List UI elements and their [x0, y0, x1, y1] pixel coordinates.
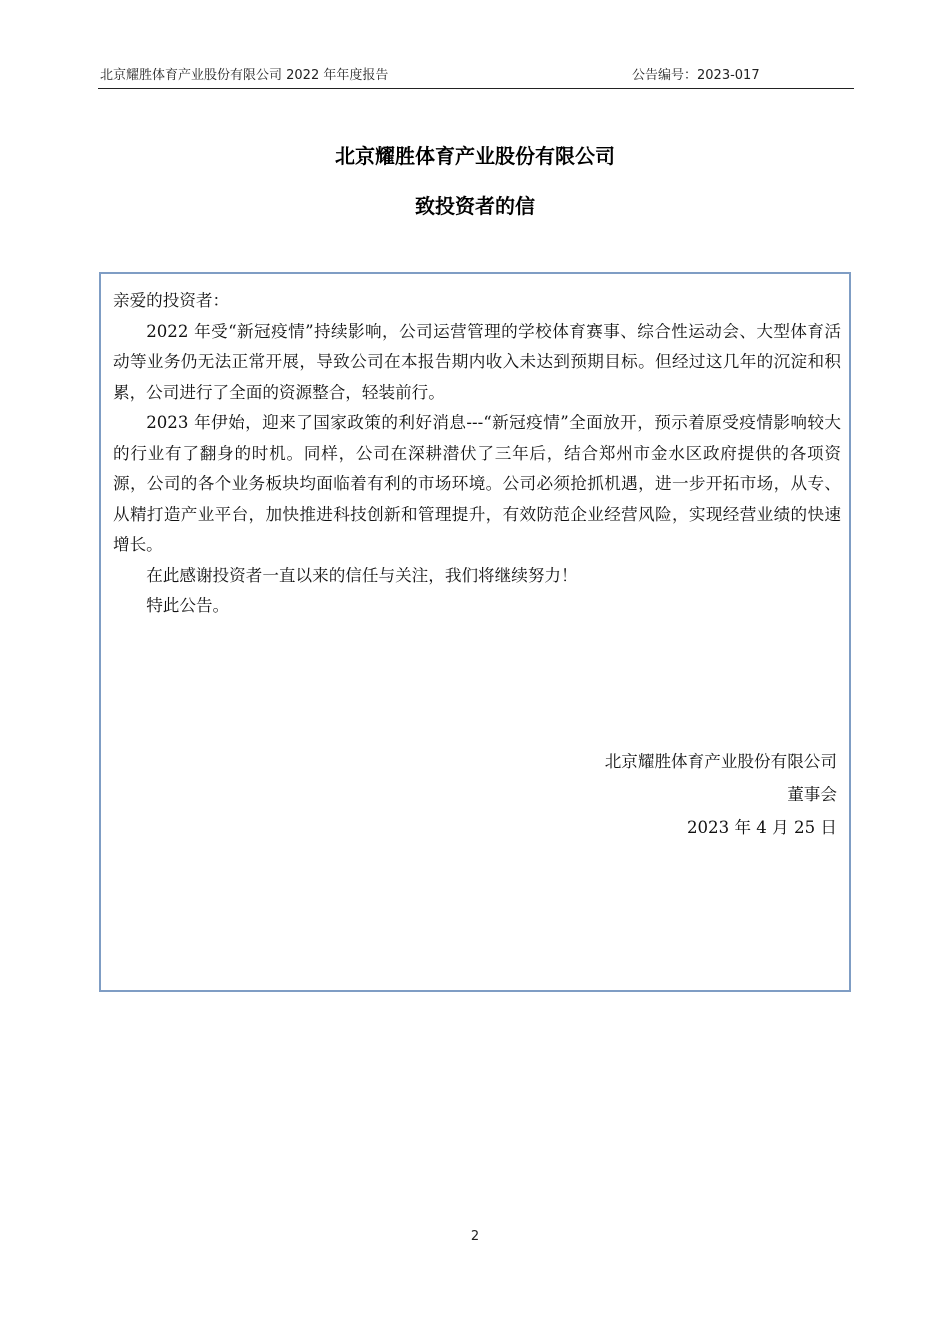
signature-board: 董事会 [787, 785, 837, 804]
letter-body [113, 286, 841, 622]
company-title: 北京耀胜体育产业股份有限公司 [335, 144, 615, 168]
report-title-header: 北京耀胜体育产业股份有限公司 2022 年年度报告 [100, 68, 389, 83]
paragraph-1: 2022 年受“新冠疫情”持续影响，公司运营管理的学校体育赛事、综合性运动会、大型体育活动等业务仍无法正常开展，导致公司在本报告期内收入未达到预期目标。但经过这几年的沉淀和积累，公司进行了全面的资源整合，轻装前行。 [113, 321, 841, 402]
letter-title: 致投资者的信 [415, 194, 535, 218]
salutation: 亲爱的投资者： [113, 291, 230, 310]
paragraph-2: 2023 年伊始，迎来了国家政策的利好消息---“新冠疫情”全面放开，预示着原受疫情影响较大的行业有了翻身的时机。同样，公司在深耕潜伏了三年后，结合郑州市金水区政府提供的各项资源，公司的各个业务板块均面临着有利的市场环境。公司必须抢抓机遇，进一步开拓市场，从专、从精打造产业平台，加快推进科技创新和管理提升，有效防范企业经营风险，实现经营业绩的快速增长。 [113, 413, 841, 554]
paragraph-3: 在此感谢投资者一直以来的信任与关注，我们将继续努力！ [146, 565, 578, 585]
page-header [98, 66, 854, 89]
signature-company: 北京耀胜体育产业股份有限公司 [604, 752, 837, 771]
signature-block [605, 745, 837, 844]
letter-box [99, 272, 851, 992]
paragraph-4: 特此公告。 [146, 596, 230, 615]
page-number: 2 [470, 1229, 480, 1244]
signature-date: 2023 年 4 月 25 日 [686, 818, 837, 837]
announcement-number: 公告编号：2023-017 [632, 68, 760, 83]
